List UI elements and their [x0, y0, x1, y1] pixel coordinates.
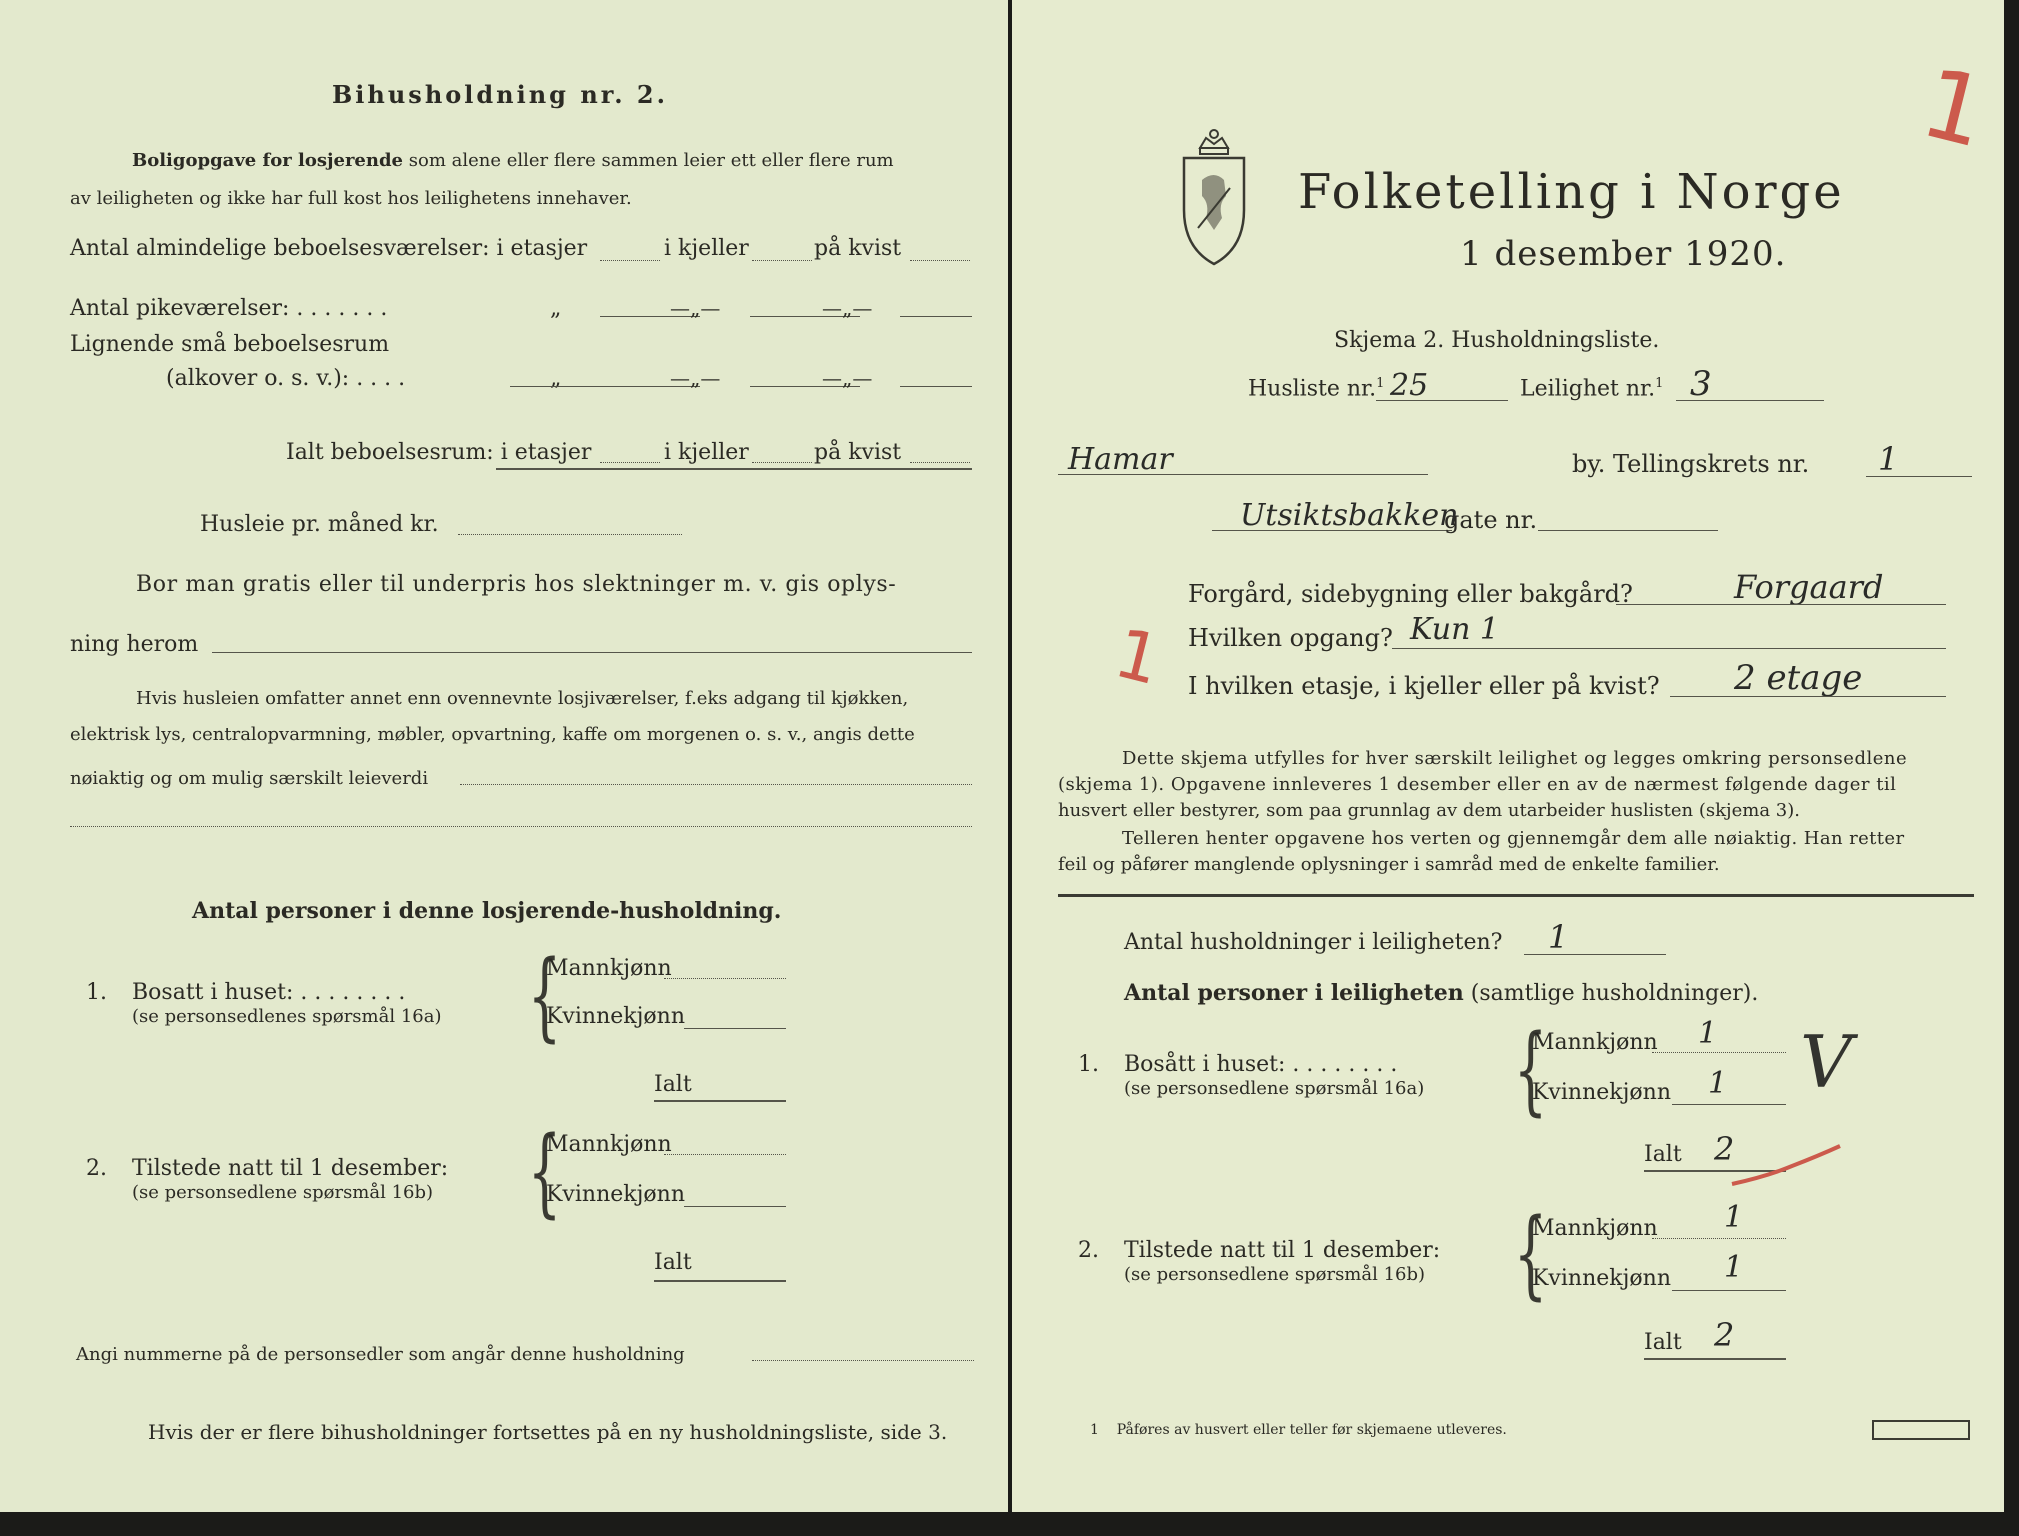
printer-stamp: [1872, 1420, 1970, 1440]
left-q1-mann-field[interactable]: [664, 978, 786, 979]
left-q2-brace: {: [527, 1116, 562, 1228]
right-q2-brace: {: [1513, 1198, 1548, 1310]
right-q1-sub: (se personsedlene spørsmål 16a): [1124, 1078, 1425, 1099]
ialt-rum-rule: [496, 468, 972, 470]
left-q1-kvinne-label: Kvinnekjønn: [546, 1004, 685, 1029]
husliste-field: [1376, 400, 1508, 401]
opgang-value[interactable]: Kun 1: [1410, 612, 1500, 647]
coat-of-arms-icon: [1178, 118, 1250, 270]
rooms-kjeller-label: i kjeller: [664, 236, 749, 261]
street-field: [1212, 530, 1452, 531]
opgang-label: Hvilken opgang?: [1188, 624, 1393, 652]
red-count-mark-mid: 1: [1107, 613, 1169, 702]
bihusholdning-title: Bihusholdning nr. 2.: [332, 80, 668, 109]
antal-personer-rest: (samtlige husholdninger).: [1470, 981, 1759, 1006]
right-q2-mann-field: [1652, 1238, 1786, 1239]
rooms-kvist-label: på kvist: [814, 236, 902, 261]
hvis-line-1: Hvis husleien omfatter annet enn ovennevnte losjiværelser, f.eks adgang til kjøkken,: [136, 688, 909, 709]
ialt-etasjer-field[interactable]: [600, 462, 660, 463]
angi-label: Angi nummerne på de personsedler som angår denne husholdning: [76, 1344, 685, 1365]
footnote-number: 1: [1090, 1422, 1099, 1438]
opgang-field: [1392, 648, 1946, 649]
ialt-kjeller-field[interactable]: [752, 462, 812, 463]
instruction-line-2: (skjema 1). Opgavene innleveres 1 desember eller en av de nærmest følgende dager til: [1058, 774, 1897, 795]
right-q2-mann-value[interactable]: 1: [1724, 1200, 1744, 1235]
right-q1-mann-label: Mannkjønn: [1532, 1030, 1658, 1055]
antal-personer-bold: Antal personer i leiligheten: [1124, 980, 1464, 1006]
left-q2-ialt-label: Ialt: [654, 1250, 692, 1275]
red-count-mark-top: 1: [1911, 46, 1998, 170]
lignende-label-2: (alkover o. s. v.): . . . .: [166, 366, 406, 391]
left-q2-num: 2.: [86, 1156, 107, 1181]
etasje-value[interactable]: 2 etage: [1734, 658, 1863, 698]
husliste-footnote-marker: 1: [1376, 376, 1385, 391]
intro-line-2: av leiligheten og ikke har full kost hos leilighetens innehaver.: [70, 188, 632, 209]
right-q2-kvinne-field: [1672, 1290, 1786, 1291]
antal-husholdninger-value[interactable]: 1: [1548, 918, 1569, 956]
antal-personer-heading: Antal personer i denne losjerende-husholdning.: [192, 898, 782, 924]
intro-rest-1: som alene eller flere sammen leier ett eller flere rum: [408, 150, 894, 171]
by-tellingskrets-label: by. Tellingskrets nr.: [1572, 450, 1810, 478]
forgaard-value[interactable]: Forgaard: [1734, 568, 1884, 606]
instruction-line-3: husvert eller bestyrer, som paa grunnlag av dem utarbeider huslisten (skjema 3).: [1058, 800, 1800, 821]
right-page: [1012, 0, 2004, 1512]
footnote: [1090, 1422, 1507, 1438]
gratis-field[interactable]: [212, 652, 972, 653]
ialt-rum-label: Ialt beboelsesrum: i etasjer: [286, 440, 592, 465]
left-q1-ialt-label: Ialt: [654, 1072, 692, 1097]
husliste-label: [1248, 376, 1384, 401]
intro-bold: Boligopgave for losjerende: [132, 150, 404, 171]
lignende-ditto-2: —„—: [670, 366, 721, 390]
leilighet-value[interactable]: 3: [1690, 364, 1712, 404]
hvis-line-2: elektrisk lys, centralopvarmning, møbler, opvartning, kaffe om morgenen o. s. v., angis dette: [70, 724, 915, 745]
gratis-line-1: Bor man gratis eller til underpris hos slektninger m. v. gis oplys-: [136, 572, 897, 597]
right-q1-kvinne-value[interactable]: 1: [1708, 1066, 1728, 1101]
right-q2-ialt-value[interactable]: 2: [1714, 1316, 1735, 1354]
etasje-label: I hvilken etasje, i kjeller eller på kvist?: [1188, 672, 1660, 700]
leieverdi-field[interactable]: [460, 784, 972, 785]
left-q2-mann-label: Mannkjønn: [546, 1132, 672, 1157]
gate-nr-field[interactable]: [1538, 530, 1718, 531]
pike-ditto-3: —„—: [822, 296, 873, 320]
rooms-label: Antal almindelige beboelsesværelser: i etasjer: [70, 236, 588, 261]
pike-ditto-2: —„—: [670, 296, 721, 320]
rooms-kjeller-field[interactable]: [752, 260, 812, 261]
city-field: [1058, 474, 1428, 475]
left-q1-num: 1.: [86, 980, 107, 1005]
lignende-ditto-1: „: [550, 366, 562, 391]
krets-field: [1866, 476, 1972, 477]
right-q2-num: 2.: [1078, 1238, 1099, 1263]
hvis-line-3: nøiaktig og om mulig særskilt leieverdi: [70, 768, 429, 789]
right-q1-kvinne-field: [1672, 1104, 1786, 1105]
pike-field-3[interactable]: [900, 316, 972, 317]
red-underline-icon: [1728, 1140, 1848, 1190]
left-q2-mann-field[interactable]: [664, 1154, 786, 1155]
forgaard-field: [1616, 604, 1946, 605]
right-q2-ialt-field: [1644, 1358, 1786, 1360]
lignende-label-1: Lignende små beboelsesrum: [70, 332, 390, 357]
left-q2-ialt-field[interactable]: [654, 1280, 786, 1282]
husleie-label: Husleie pr. måned kr.: [200, 512, 439, 537]
leilighet-label: [1520, 376, 1663, 401]
leilighet-footnote-marker: 1: [1655, 376, 1664, 391]
ialt-kvist-field[interactable]: [910, 462, 970, 463]
right-q2-sub: (se personsedlene spørsmål 16b): [1124, 1264, 1426, 1285]
rooms-kvist-field[interactable]: [910, 260, 970, 261]
right-q2-label: Tilstede natt til 1 desember:: [1124, 1238, 1441, 1263]
ialt-kjeller-label: i kjeller: [664, 440, 749, 465]
left-q1-brace: {: [527, 940, 562, 1052]
skjema-label: Skjema 2. Husholdningsliste.: [1334, 328, 1660, 353]
rooms-etasjer-field[interactable]: [600, 260, 660, 261]
left-q1-kvinne-field[interactable]: [684, 1028, 786, 1029]
husliste-label-text: Husliste nr.: [1248, 376, 1377, 402]
etasje-field: [1670, 696, 1946, 697]
right-q2-ialt-label: Ialt: [1644, 1330, 1682, 1355]
krets-value[interactable]: 1: [1878, 440, 1899, 478]
left-q1-label: Bosatt i huset: . . . . . . . .: [132, 980, 406, 1005]
lignende-field-3[interactable]: [900, 386, 972, 387]
left-q2-kvinne-field[interactable]: [684, 1206, 786, 1207]
leilighet-label-text: Leilighet nr.: [1520, 376, 1656, 402]
gratis-line-2: ning herom: [70, 632, 199, 657]
pike-ditto-1: „: [550, 296, 562, 321]
left-footer: Hvis der er flere bihusholdninger fortsettes på en ny husholdningsliste, side 3.: [148, 1420, 948, 1444]
left-q1-ialt-field[interactable]: [654, 1100, 786, 1102]
right-q1-ialt-value[interactable]: 2: [1714, 1130, 1735, 1168]
antal-husholdninger-field: [1524, 954, 1666, 955]
right-q2-kvinne-value[interactable]: 1: [1724, 1250, 1744, 1285]
check-mark-icon: V: [1800, 1020, 1852, 1104]
husleie-field[interactable]: [458, 534, 682, 535]
right-q1-label: Bosått i huset: . . . . . . . .: [1124, 1052, 1398, 1077]
right-q1-kvinne-label: Kvinnekjønn: [1532, 1080, 1671, 1105]
left-q1-mann-label: Mannkjønn: [546, 956, 672, 981]
folketelling-title: Folketelling i Norge: [1298, 164, 1845, 220]
antal-personer-line: [1124, 980, 1758, 1006]
left-q1-sub: (se personsedlenes spørsmål 16a): [132, 1006, 442, 1027]
gate-nr-label: gate nr.: [1444, 506, 1538, 534]
lignende-ditto-3: —„—: [822, 366, 873, 390]
antal-husholdninger-label: Antal husholdninger i leiligheten?: [1124, 930, 1503, 955]
right-q1-brace: {: [1513, 1014, 1548, 1126]
instruction-line-4: Telleren henter opgavene hos verten og gjennemgår dem alle nøiaktig. Han retter: [1122, 828, 1905, 849]
right-q1-mann-field: [1652, 1052, 1786, 1053]
leilighet-field: [1676, 400, 1824, 401]
footnote-text: Påføres av husvert eller teller før skjemaene utleveres.: [1116, 1422, 1507, 1438]
section-divider: [1058, 894, 1974, 897]
intro-line-1: [132, 150, 894, 171]
instruction-line-5: feil og påfører manglende oplysninger i samråd med de enkelte familier.: [1058, 854, 1720, 875]
husliste-value[interactable]: 25: [1390, 368, 1429, 403]
instruction-line-1: Dette skjema utfylles for hver særskilt leilighet og legges omkring personsedlene: [1122, 748, 1908, 769]
right-q1-mann-value[interactable]: 1: [1698, 1016, 1718, 1051]
right-q2-kvinne-label: Kvinnekjønn: [1532, 1266, 1671, 1291]
left-q2-label: Tilstede natt til 1 desember:: [132, 1156, 449, 1181]
right-q1-num: 1.: [1078, 1052, 1099, 1077]
left-q2-kvinne-label: Kvinnekjønn: [546, 1182, 685, 1207]
ialt-kvist-label: på kvist: [814, 440, 902, 465]
angi-field[interactable]: [752, 1360, 974, 1361]
leieverdi-field-2[interactable]: [70, 826, 972, 827]
forgaard-label: Forgård, sidebygning eller bakgård?: [1188, 580, 1633, 608]
right-q1-ialt-label: Ialt: [1644, 1142, 1682, 1167]
left-q2-sub: (se personsedlene spørsmål 16b): [132, 1182, 434, 1203]
street-value[interactable]: Utsiktsbakken: [1240, 498, 1459, 533]
city-value[interactable]: Hamar: [1068, 442, 1173, 477]
right-q2-mann-label: Mannkjønn: [1532, 1216, 1658, 1241]
left-page: [0, 0, 1008, 1512]
pike-label: Antal pikeværelser: . . . . . . .: [70, 296, 388, 321]
census-date: 1 desember 1920.: [1460, 234, 1787, 274]
